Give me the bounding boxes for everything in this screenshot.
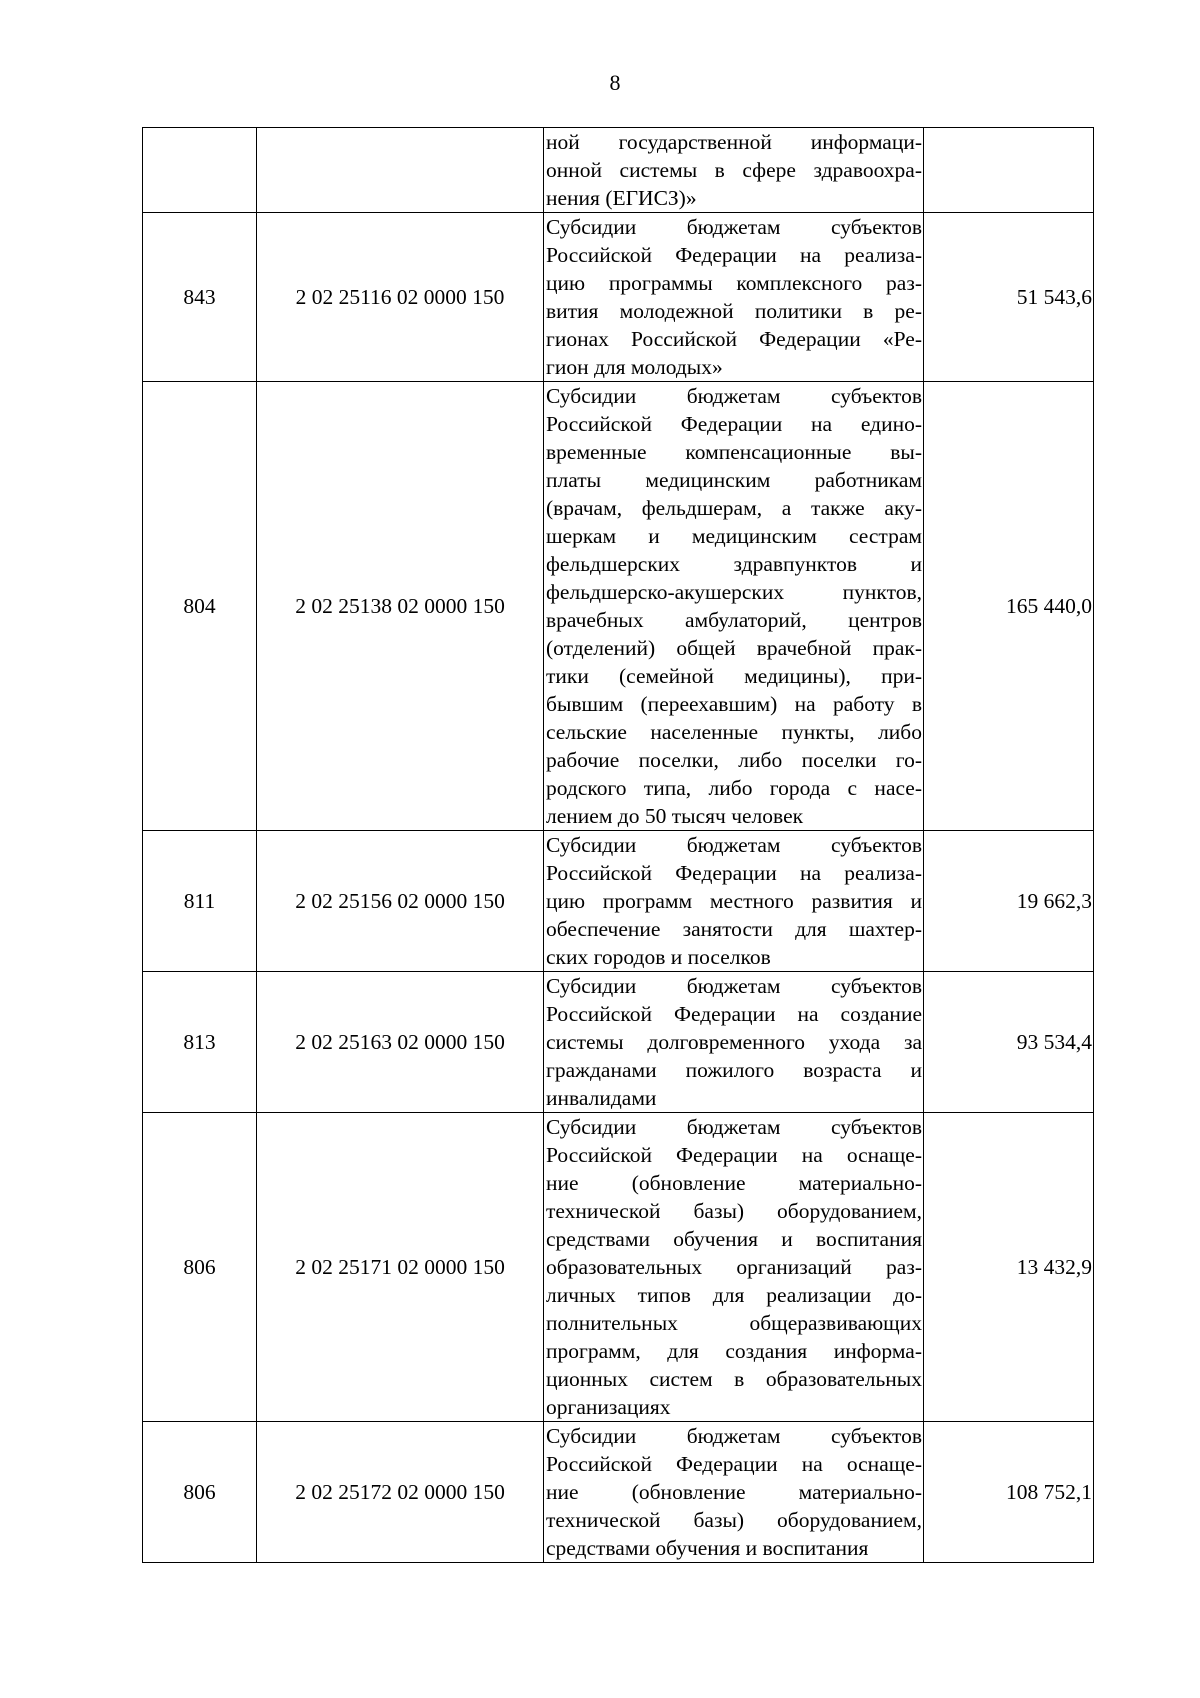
revenue-name-line: личных типов для реализации до-: [546, 1283, 922, 1307]
table-row: [143, 972, 1094, 1113]
revenue-name-line: обеспечение занятости для шахтер-: [546, 917, 922, 941]
revenue-name-line: средствами обучения и воспитания: [546, 1227, 922, 1251]
revenue-name-line: технической базы) оборудованием,: [546, 1199, 922, 1223]
revenue-name-line: шеркам и медицинским сестрам: [546, 524, 922, 548]
amount-cell: 19 662,3: [924, 831, 1094, 972]
revenue-name-line: гражданами пожилого возраста и: [546, 1058, 922, 1082]
revenue-name-line: Российской Федерации на оснаще-: [546, 1143, 922, 1167]
revenue-name-line: Субсидии бюджетам субъектов: [546, 215, 922, 239]
revenue-name-line: ских городов и поселков: [546, 945, 771, 969]
revenue-name-line: Российской Федерации на реализа-: [546, 861, 922, 885]
revenue-name-line: инвалидами: [546, 1086, 657, 1110]
revenue-name-line: фельдшерско-акушерских пунктов,: [546, 580, 922, 604]
revenue-name-line: Российской Федерации на создание: [546, 1002, 922, 1026]
budget-classification-code-cell: 2 02 25171 02 0000 150: [257, 1113, 544, 1422]
revenue-name-line: вития молодежной политики в ре-: [546, 299, 922, 323]
revenue-name-cell: [544, 1113, 924, 1422]
table-row: [143, 213, 1094, 382]
amount-cell: 165 440,0: [924, 382, 1094, 831]
revenue-name-line: средствами обучения и воспитания: [546, 1536, 869, 1560]
table-row: [143, 382, 1094, 831]
revenue-name-line: Российской Федерации на реализа-: [546, 243, 922, 267]
revenue-name-line: гион для молодых»: [546, 355, 723, 379]
admin-code-cell: 804: [143, 382, 257, 831]
revenue-name-line: онной системы в сфере здравоохра-: [546, 158, 922, 182]
revenue-name-line: рабочие поселки, либо поселки го-: [546, 748, 922, 772]
revenue-name-line: гионах Российской Федерации «Ре-: [546, 327, 922, 351]
revenue-name-line: ной государственной информаци-: [546, 130, 922, 154]
revenue-name-line: фельдшерских здравпунктов и: [546, 552, 922, 576]
budget-classification-code-cell: 2 02 25116 02 0000 150: [257, 213, 544, 382]
budget-classification-code-cell: 2 02 25138 02 0000 150: [257, 382, 544, 831]
revenue-name-cell: [544, 831, 924, 972]
revenue-name-line: временные компенсационные вы-: [546, 440, 922, 464]
revenue-name-line: цию программы комплексного раз-: [546, 271, 922, 295]
revenue-name-line: цию программ местного развития и: [546, 889, 922, 913]
revenue-name-line: (отделений) общей врачебной прак-: [546, 636, 922, 660]
revenue-name-line: Российской Федерации на едино-: [546, 412, 922, 436]
admin-code-cell: 811: [143, 831, 257, 972]
budget-classification-code-cell: 2 02 25163 02 0000 150: [257, 972, 544, 1113]
revenue-name-line: ционных систем в образовательных: [546, 1367, 922, 1391]
amount-cell: 51 543,6: [924, 213, 1094, 382]
budget-classification-code-cell: [257, 128, 544, 213]
table-row: [143, 1422, 1094, 1563]
revenue-name-line: организациях: [546, 1395, 671, 1419]
revenue-name-line: врачебных амбулаторий, центров: [546, 608, 922, 632]
revenue-name-line: системы долговременного ухода за: [546, 1030, 922, 1054]
revenue-name-cell: [544, 128, 924, 213]
budget-revenue-table: [142, 127, 1094, 1563]
revenue-name-line: полнительных общеразвивающих: [546, 1311, 922, 1335]
table-row: [143, 1113, 1094, 1422]
table-body: [143, 128, 1094, 1563]
revenue-name-cell: [544, 972, 924, 1113]
table-row: [143, 128, 1094, 213]
admin-code-cell: 813: [143, 972, 257, 1113]
amount-cell: 13 432,9: [924, 1113, 1094, 1422]
revenue-name-line: Субсидии бюджетам субъектов: [546, 384, 922, 408]
revenue-name-line: нения (ЕГИСЗ)»: [546, 186, 697, 210]
revenue-name-line: ние (обновление материально-: [546, 1480, 922, 1504]
revenue-name-line: платы медицинским работникам: [546, 468, 922, 492]
admin-code-cell: 843: [143, 213, 257, 382]
revenue-name-line: программ, для создания информа-: [546, 1339, 922, 1363]
revenue-name-cell: [544, 1422, 924, 1563]
table-row: [143, 831, 1094, 972]
amount-cell: 108 752,1: [924, 1422, 1094, 1563]
page-number: 8: [609, 70, 621, 95]
admin-code-cell: 806: [143, 1422, 257, 1563]
revenue-name-line: лением до 50 тысяч человек: [546, 804, 804, 828]
admin-code-cell: 806: [143, 1113, 257, 1422]
budget-classification-code-cell: 2 02 25156 02 0000 150: [257, 831, 544, 972]
revenue-name-line: тики (семейной медицины), при-: [546, 664, 922, 688]
admin-code-cell: [143, 128, 257, 213]
revenue-name-line: бывшим (переехавшим) на работу в: [546, 692, 922, 716]
amount-cell: [924, 128, 1094, 213]
revenue-name-line: Российской Федерации на оснаще-: [546, 1452, 922, 1476]
revenue-name-line: Субсидии бюджетам субъектов: [546, 1115, 922, 1139]
amount-cell: 93 534,4: [924, 972, 1094, 1113]
revenue-name-line: родского типа, либо города с насе-: [546, 776, 922, 800]
revenue-name-line: сельские населенные пункты, либо: [546, 720, 922, 744]
revenue-name-line: Субсидии бюджетам субъектов: [546, 1424, 922, 1448]
revenue-name-line: образовательных организаций раз-: [546, 1255, 922, 1279]
revenue-name-line: Субсидии бюджетам субъектов: [546, 974, 922, 998]
revenue-name-cell: [544, 213, 924, 382]
revenue-name-line: (врачам, фельдшерам, а также аку-: [546, 496, 922, 520]
revenue-name-line: Субсидии бюджетам субъектов: [546, 833, 922, 857]
budget-classification-code-cell: 2 02 25172 02 0000 150: [257, 1422, 544, 1563]
revenue-name-cell: [544, 382, 924, 831]
revenue-name-line: ние (обновление материально-: [546, 1171, 922, 1195]
revenue-name-line: технической базы) оборудованием,: [546, 1508, 922, 1532]
